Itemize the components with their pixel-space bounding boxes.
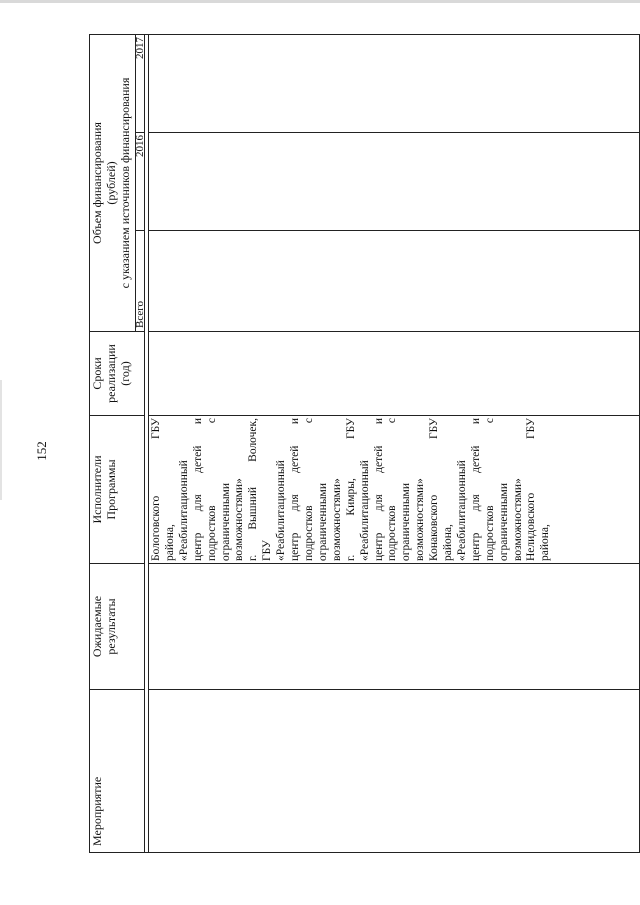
executors-line: «Реабилитационный bbox=[177, 460, 190, 561]
header-executors bbox=[90, 416, 145, 564]
executors-line: ограниченными bbox=[219, 483, 232, 561]
executors-line: подростков с bbox=[483, 418, 496, 561]
executors-line: центр для детей и bbox=[289, 418, 302, 561]
header-funding-line: (рублей) bbox=[104, 161, 118, 205]
cell-executors bbox=[149, 416, 640, 564]
table-row bbox=[149, 35, 640, 853]
header-expected-results bbox=[90, 564, 145, 690]
executors-line: ограниченными bbox=[497, 483, 510, 561]
cell-expected-results bbox=[149, 564, 640, 690]
executors-line: «Реабилитационный bbox=[275, 460, 288, 561]
executors-line: подростков с bbox=[302, 418, 315, 561]
executors-line: г. Кимры, ГБУ bbox=[344, 418, 357, 561]
executors-line: района, bbox=[163, 524, 176, 561]
header-expected-results-line: Ожидаемые bbox=[90, 595, 104, 658]
executors-line: центр для детей и bbox=[191, 418, 204, 561]
executors-line: Бологовского ГБУ bbox=[150, 418, 162, 561]
executors-line: ГБУ bbox=[261, 540, 274, 561]
executors-line: возможностями» bbox=[330, 478, 343, 561]
executors-line: Конаковского ГБУ bbox=[428, 418, 441, 561]
executors-line: района, bbox=[539, 524, 552, 561]
header-timeline-line: реализации bbox=[104, 344, 118, 403]
page-number: 152 bbox=[34, 441, 49, 461]
header-timeline bbox=[90, 332, 145, 416]
executors-line: центр для детей и bbox=[469, 418, 482, 561]
header-funding-line: с указанием источников финансирования bbox=[118, 77, 132, 289]
cell-funding-2016 bbox=[149, 133, 640, 231]
header-funding bbox=[90, 35, 136, 332]
header-executors-line: Исполнители bbox=[90, 455, 104, 524]
header-timeline-line: (год) bbox=[118, 361, 132, 386]
header-funding-2016: 2016 bbox=[136, 133, 145, 231]
executors-line: «Реабилитационный bbox=[455, 460, 468, 561]
executors-line: возможностями» bbox=[233, 478, 246, 561]
cell-funding-2017 bbox=[149, 35, 640, 133]
header-funding-total: Всего bbox=[136, 231, 145, 332]
executors-line: г. Вышний Волочек, bbox=[247, 418, 260, 561]
program-table bbox=[89, 34, 640, 853]
rotated-table-wrapper bbox=[89, 35, 640, 853]
scan-top-edge bbox=[0, 0, 640, 3]
cell-event bbox=[149, 690, 640, 853]
executors-line: ограниченными bbox=[316, 483, 329, 561]
cell-timeline bbox=[149, 332, 640, 416]
executors-line: центр для детей и bbox=[372, 418, 385, 561]
executors-line: возможностями» bbox=[511, 478, 524, 561]
header-expected-results-line: результаты bbox=[104, 598, 118, 655]
scan-left-edge bbox=[0, 380, 2, 500]
executors-line: подростков с bbox=[386, 418, 399, 561]
header-executors-line: Программы bbox=[104, 459, 118, 520]
header-funding-2017: 2017 bbox=[136, 35, 145, 133]
executors-line: возможностями» bbox=[414, 478, 427, 561]
executors-text bbox=[149, 416, 553, 563]
executors-line: ограниченными bbox=[400, 483, 413, 561]
header-row bbox=[90, 35, 136, 853]
header-funding-line: Объем финансирования bbox=[90, 122, 104, 244]
executors-line: «Реабилитационный bbox=[358, 460, 371, 561]
cell-funding-total bbox=[149, 231, 640, 332]
executors-line: района, bbox=[442, 524, 455, 561]
header-timeline-line: Сроки bbox=[90, 357, 104, 390]
executors-line: Нелидовского ГБУ bbox=[525, 418, 538, 561]
header-event: Мероприятие bbox=[90, 690, 145, 853]
executors-line: подростков с bbox=[205, 418, 218, 561]
